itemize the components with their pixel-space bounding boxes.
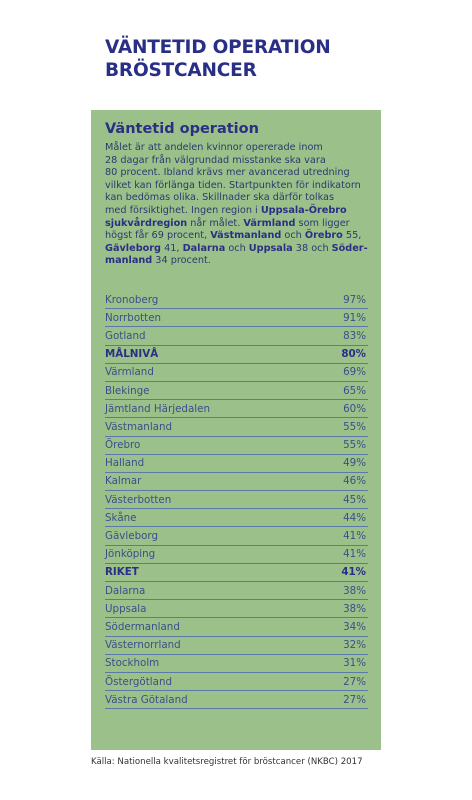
- region-name: Västmanland: [105, 420, 173, 433]
- table-row: [105, 509, 368, 527]
- intro-segment: och: [281, 230, 305, 242]
- table-row: [105, 673, 368, 691]
- region-value: 55%: [343, 439, 366, 452]
- intro-segment: 41,: [161, 242, 183, 254]
- region-value: 65%: [343, 384, 366, 397]
- intro-segment: 55,: [342, 230, 362, 242]
- intro-line: [105, 180, 373, 193]
- intro-emphasis: Uppsala-Örebro: [260, 204, 347, 216]
- source-note: Källa: Nationella kvalitetsregistret för bröstcancer (NKBC) 2017: [91, 757, 363, 767]
- intro-segment: som ligger: [295, 217, 350, 229]
- table-row: [105, 418, 368, 436]
- region-value: 27%: [343, 693, 366, 706]
- table-row: [105, 437, 368, 455]
- intro-segment: vilket kan förlänga tiden. Startpunkten för indikatorn: [105, 179, 361, 191]
- region-value: 41%: [341, 566, 366, 579]
- table-row: [105, 400, 368, 418]
- intro-segment: 38 och: [292, 242, 332, 254]
- table-row: [105, 618, 368, 636]
- intro-emphasis: Söder-: [331, 242, 368, 254]
- region-value: 27%: [343, 675, 366, 688]
- region-value: 34%: [343, 620, 366, 633]
- table-row: [105, 382, 368, 400]
- intro-emphasis: Värmland: [243, 217, 296, 229]
- region-name: Östergötland: [105, 675, 173, 688]
- intro-line: [105, 255, 373, 268]
- region-name: Gävleborg: [105, 530, 159, 543]
- region-name: Dalarna: [105, 584, 146, 597]
- intro-line: [105, 167, 373, 180]
- page-title-line-2: BRÖSTCANCER: [105, 60, 257, 81]
- intro-segment: Målet är att andelen kvinnor opererade inom: [105, 142, 323, 153]
- intro-line: [105, 142, 373, 155]
- table-row: [105, 491, 368, 509]
- page-title-line-1: VÄNTETID OPERATION: [105, 37, 331, 58]
- intro-segment: 80 procent. Ibland krävs mer avancerad utredning: [105, 167, 350, 179]
- intro-line: [105, 218, 373, 231]
- intro-segment: 34 procent.: [152, 255, 211, 267]
- table-row: [105, 600, 368, 618]
- intro-segment: 28 dagar från välgrundad misstanke ska vara: [105, 154, 326, 166]
- intro-segment: och: [225, 242, 249, 254]
- table-row: [105, 455, 368, 473]
- table-row: [105, 309, 368, 327]
- region-name: Uppsala: [105, 602, 147, 615]
- intro-segment: kan bedömas olika. Skillnader ska därför tolkas: [105, 192, 335, 204]
- region-value: 31%: [343, 657, 366, 670]
- intro-emphasis: Dalarna: [182, 242, 226, 254]
- intro-line: [105, 243, 373, 256]
- region-value: 49%: [343, 457, 366, 470]
- intro-emphasis: manland: [105, 255, 153, 267]
- region-name: MÅLNIVÅ: [105, 348, 159, 361]
- info-card: [91, 110, 381, 750]
- intro-line: [105, 205, 373, 218]
- region-value: 45%: [343, 493, 366, 506]
- intro-segment: når målet.: [187, 217, 244, 229]
- region-table: [105, 291, 368, 709]
- intro-emphasis: Västmanland: [210, 230, 282, 242]
- page-title: [105, 36, 435, 82]
- region-value: 46%: [343, 475, 366, 488]
- region-value: 83%: [343, 329, 366, 342]
- table-row: [105, 546, 368, 564]
- region-name: Västernorrland: [105, 639, 181, 652]
- table-row: [105, 637, 368, 655]
- region-name: Västra Götaland: [105, 693, 188, 706]
- region-value: 97%: [343, 293, 366, 306]
- table-row: [105, 291, 368, 309]
- region-value: 32%: [343, 639, 366, 652]
- region-name: Norrbotten: [105, 311, 162, 324]
- intro-segment: högst får 69 procent,: [105, 230, 211, 242]
- table-row: [105, 655, 368, 673]
- region-value: 41%: [343, 548, 366, 561]
- region-value: 69%: [343, 366, 366, 379]
- table-row: [105, 364, 368, 382]
- intro-line: [105, 192, 373, 205]
- region-name: Stockholm: [105, 657, 160, 670]
- region-name: Halland: [105, 457, 145, 470]
- table-row: [105, 564, 368, 582]
- table-row: [105, 582, 368, 600]
- region-name: Södermanland: [105, 620, 180, 633]
- region-name: Blekinge: [105, 384, 150, 397]
- region-value: 38%: [343, 584, 366, 597]
- region-value: 38%: [343, 602, 366, 615]
- region-name: Skåne: [105, 511, 137, 524]
- intro-emphasis: Gävleborg: [105, 242, 161, 254]
- region-name: Kronoberg: [105, 293, 159, 306]
- region-value: 60%: [343, 402, 366, 415]
- region-name: RIKET: [105, 566, 139, 579]
- region-name: Västerbotten: [105, 493, 172, 506]
- intro-emphasis: Örebro: [304, 230, 343, 242]
- region-name: Jämtland Härjedalen: [105, 402, 210, 415]
- intro-emphasis: Uppsala: [248, 242, 293, 254]
- region-value: 80%: [341, 348, 366, 361]
- region-name: Kalmar: [105, 475, 142, 488]
- intro-line: [105, 155, 373, 168]
- intro-emphasis: sjukvårdregion: [105, 217, 188, 229]
- intro-text: [105, 142, 373, 268]
- table-row: [105, 691, 368, 709]
- region-value: 44%: [343, 511, 366, 524]
- table-row: [105, 527, 368, 545]
- region-name: Värmland: [105, 366, 154, 379]
- card-title: Väntetid operation: [105, 121, 259, 137]
- region-name: Gotland: [105, 329, 146, 342]
- intro-line: [105, 230, 373, 243]
- region-name: Jönköping: [105, 548, 156, 561]
- table-row: [105, 327, 368, 345]
- region-value: 91%: [343, 311, 366, 324]
- region-name: Örebro: [105, 439, 141, 452]
- region-value: 41%: [343, 530, 366, 543]
- table-row: [105, 473, 368, 491]
- table-row: [105, 346, 368, 364]
- intro-segment: med försiktighet. Ingen region i: [105, 204, 261, 216]
- region-value: 55%: [343, 420, 366, 433]
